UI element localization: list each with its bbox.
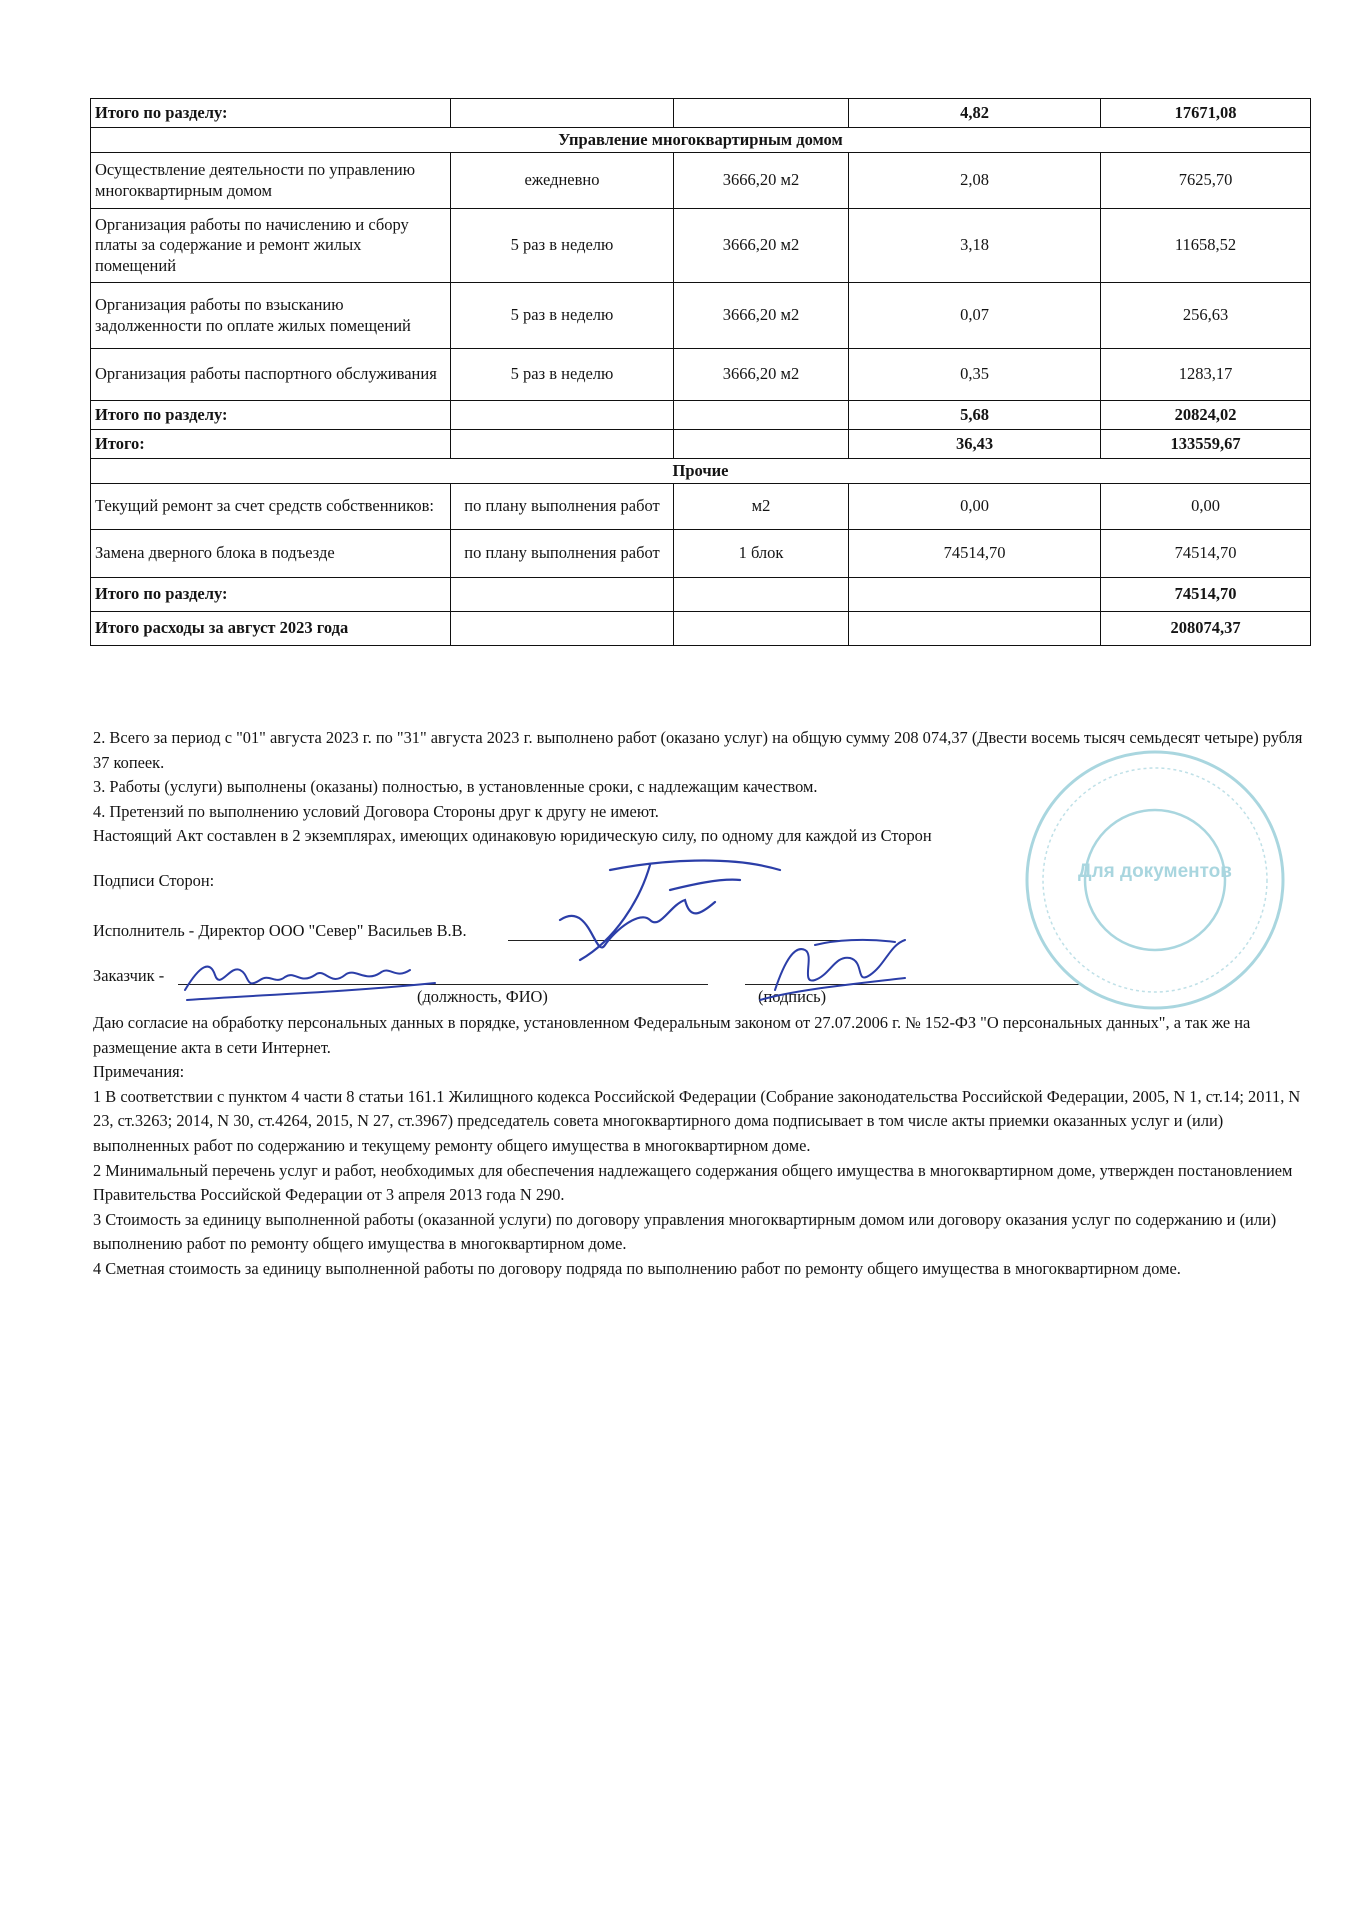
expenses-total-sum: 208074,37 bbox=[1101, 612, 1311, 646]
service-unit: 3666,20 м2 bbox=[674, 153, 849, 209]
total-label: Итого по разделу: bbox=[91, 401, 451, 430]
total-sum: 20824,02 bbox=[1101, 401, 1311, 430]
total-label: Итого по разделу: bbox=[91, 99, 451, 128]
note-total-amount: 2. Всего за период с "01" августа 2023 г. по "31" августа 2023 г. выполнено работ (оказано услуг) на общую сумму 208 074,37 (Двести восемь тысяч семьдесят четыре) рубля 37 копеек. bbox=[93, 728, 1303, 772]
remark-2: 2 Минимальный перечень услуг и работ, необходимых для обеспечения надлежащего содержания общего имущества в многоквартирном доме, утвержден постановлением Правительства Российской Федерации от 3 апреля 2013 года N 290. bbox=[93, 1160, 1293, 1205]
service-rate: 74514,70 bbox=[849, 530, 1101, 578]
section-header-row bbox=[91, 128, 1311, 153]
service-unit: 1 блок bbox=[674, 530, 849, 578]
service-period: ежедневно bbox=[451, 153, 674, 209]
note-no-claims: 4. Претензий по выполнению условий Договора Стороны друг к другу не имеют. bbox=[93, 801, 659, 821]
service-rate: 0,00 bbox=[849, 484, 1101, 530]
service-sum: 11658,52 bbox=[1101, 209, 1311, 283]
services-table bbox=[90, 98, 1311, 646]
service-unit: 3666,20 м2 bbox=[674, 283, 849, 349]
service-period: по плану выполнения работ bbox=[451, 530, 674, 578]
expenses-total-label: Итого расходы за август 2023 года bbox=[91, 612, 451, 646]
table-row bbox=[91, 349, 1311, 401]
table-row bbox=[91, 209, 1311, 283]
stamp-text: Для документов bbox=[1078, 861, 1232, 882]
service-rate: 0,35 bbox=[849, 349, 1101, 401]
remark-4: 4 Сметная стоимость за единицу выполненной работы по договору подряда по выполнению работ по ремонту общего имущества в многоквартирном доме. bbox=[93, 1258, 1181, 1278]
executor-line-label: Исполнитель - Директор ООО "Север" Васильев В.В. bbox=[93, 921, 467, 940]
service-name: Организация работы паспортного обслуживания bbox=[91, 349, 451, 401]
grand-total-label: Итого: bbox=[91, 430, 451, 459]
consent-text: Даю согласие на обработку персональных данных в порядке, установленном Федеральным законом от 27.07.2006 г. № 152-ФЗ "О персональных данных", а так же на размещение акта в сети Интернет. bbox=[93, 1013, 1251, 1057]
service-unit: 3666,20 м2 bbox=[674, 209, 849, 283]
total-sum: 74514,70 bbox=[1101, 578, 1311, 612]
table-row bbox=[91, 153, 1311, 209]
service-rate: 0,07 bbox=[849, 283, 1101, 349]
table-row bbox=[91, 484, 1311, 530]
footer-text bbox=[93, 1011, 1313, 1282]
service-rate: 2,08 bbox=[849, 153, 1101, 209]
service-period: по плану выполнения работ bbox=[451, 484, 674, 530]
table-row bbox=[91, 530, 1311, 578]
customer-line-label: Заказчик - bbox=[93, 966, 165, 985]
grand-total-row bbox=[91, 430, 1311, 459]
section-total-row bbox=[91, 99, 1311, 128]
service-sum: 0,00 bbox=[1101, 484, 1311, 530]
customer-signature bbox=[755, 930, 925, 1010]
signatures-heading: Подписи Сторон: bbox=[93, 871, 215, 890]
total-sum: 17671,08 bbox=[1101, 99, 1311, 128]
service-period: 5 раз в неделю bbox=[451, 349, 674, 401]
table-row bbox=[91, 283, 1311, 349]
expenses-total-row bbox=[91, 612, 1311, 646]
total-rate: 4,82 bbox=[849, 99, 1101, 128]
total-rate: 5,68 bbox=[849, 401, 1101, 430]
service-period: 5 раз в неделю bbox=[451, 283, 674, 349]
section-title-other: Прочие bbox=[91, 459, 1311, 484]
service-sum: 7625,70 bbox=[1101, 153, 1311, 209]
section-title-management: Управление многоквартирным домом bbox=[91, 128, 1311, 153]
service-name: Замена дверного блока в подъезде bbox=[91, 530, 451, 578]
service-sum: 74514,70 bbox=[1101, 530, 1311, 578]
service-sum: 1283,17 bbox=[1101, 349, 1311, 401]
total-label: Итого по разделу: bbox=[91, 578, 451, 612]
service-name: Текущий ремонт за счет средств собственников: bbox=[91, 484, 451, 530]
service-unit: 3666,20 м2 bbox=[674, 349, 849, 401]
service-sum: 256,63 bbox=[1101, 283, 1311, 349]
position-caption: (должность, ФИО) bbox=[417, 987, 548, 1006]
service-name: Организация работы по взысканию задолженности по оплате жилых помещений bbox=[91, 283, 451, 349]
customer-position-handwriting bbox=[175, 945, 455, 1015]
section-header-row bbox=[91, 459, 1311, 484]
sign-caption: (подпись) bbox=[758, 987, 827, 1006]
service-period: 5 раз в неделю bbox=[451, 209, 674, 283]
note-quality: 3. Работы (услуги) выполнены (оказаны) полностью, в установленные сроки, с надлежащим качеством. bbox=[93, 777, 818, 796]
section-total-row bbox=[91, 578, 1311, 612]
grand-total-rate: 36,43 bbox=[849, 430, 1101, 459]
note-copies: Настоящий Акт составлен в 2 экземплярах, имеющих одинаковую юридическую силу, по одному для каждой из Сторон bbox=[93, 826, 932, 845]
company-stamp bbox=[1020, 745, 1290, 1015]
grand-total-sum: 133559,67 bbox=[1101, 430, 1311, 459]
service-unit: м2 bbox=[674, 484, 849, 530]
section-total-row bbox=[91, 401, 1311, 430]
remarks-title: Примечания: bbox=[93, 1062, 185, 1082]
remark-1: 1 В соответствии с пунктом 4 части 8 статьи 161.1 Жилищного кодекса Российской Федерации (Собрание законодательства Российской Федерации, 2005, N 1, ст.14; 2011, N 23, ст.3263; 2014, N 30, ст.4264, 2015, N 27, ст.3967) председатель совета многоквартирного дома подписывает в том числе акты приемки оказанных услуг и (или) выполненных работ по содержанию и текущему ремонту общего имущества в многоквартирном доме. bbox=[93, 1086, 1301, 1155]
remark-3: 3 Стоимость за единицу выполненной работы (оказанной услуги) по договору управления многоквартирным домом или договору оказания услуг по содержанию и (или) выполнению работ по ремонту общего имущества в многоквартирном доме. bbox=[93, 1209, 1277, 1254]
service-name: Организация работы по начислению и сбору платы за содержание и ремонт жилых помещений bbox=[91, 209, 451, 283]
service-name: Осуществление деятельности по управлению многоквартирным домом bbox=[91, 153, 451, 209]
service-rate: 3,18 bbox=[849, 209, 1101, 283]
